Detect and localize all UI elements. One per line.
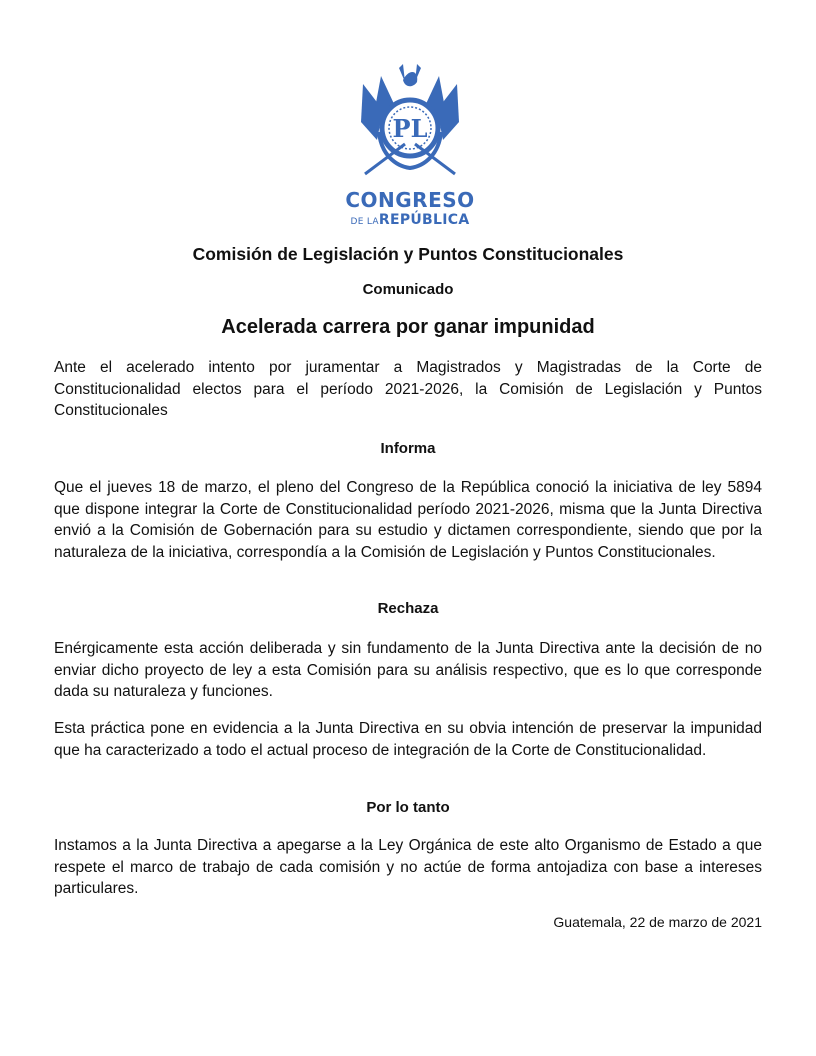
page-title: Acelerada carrera por ganar impunidad bbox=[221, 316, 595, 338]
logo-text-congreso: CONGRESO bbox=[345, 188, 475, 212]
doc-type-heading: Comunicado bbox=[362, 281, 454, 298]
por-lo-tanto-paragraph: Instamos a la Junta Directiva a apegarse a la Ley Orgánica de este alto Organismo de Estado a que respete el marco de trabajo de cada comisión y no actúe de forma antojadiza con base a intereses particulares. bbox=[54, 837, 762, 897]
section-heading-informa: Informa bbox=[380, 440, 436, 457]
logo-text-de-la: DE LA bbox=[350, 217, 379, 227]
congreso-emblem-icon bbox=[343, 62, 477, 182]
rechaza-paragraph-2: Esta práctica pone en evidencia a la Junta Directiva en su obvia intención de preservar la impunidad que ha caracterizado a todo el actual proceso de integración de la Corte de Constitucionalidad. bbox=[54, 720, 762, 759]
informa-paragraph: Que el jueves 18 de marzo, el pleno del Congreso de la República conoció la iniciativa de ley 5894 que dispone integrar la Corte de Constitucionalidad período 2021-2026, misma que la Junta Directiva envió a la Comisión de Gobernación para su estudio y dictamen correspondiente, siendo que por la naturaleza de la iniciativa, correspondía a la Comisión de Legislación y Puntos Constitucionales. bbox=[54, 479, 762, 561]
intro-paragraph: Ante el acelerado intento por juramentar a Magistrados y Magistradas de la Corte de Constitucionalidad electos para el período 2021-2026, la Comisión de Legislación y Puntos Constitucionales bbox=[54, 359, 762, 419]
section-heading-por-lo-tanto: Por lo tanto bbox=[366, 799, 450, 816]
svg-text:PL: PL bbox=[392, 114, 428, 143]
section-heading-rechaza: Rechaza bbox=[377, 600, 439, 617]
congreso-logo bbox=[343, 62, 477, 232]
logo-text-republica-word: REPÚBLICA bbox=[378, 212, 470, 228]
rechaza-paragraph-1: Enérgicamente esta acción deliberada y sin fundamento de la Junta Directiva ante la decisión de no enviar dicho proyecto de ley a esta Comisión para su análisis respectivo, que es lo que corresponde dada su naturaleza y funciones. bbox=[54, 640, 762, 700]
place-date: Guatemala, 22 de marzo de 2021 bbox=[553, 914, 762, 930]
logo-text-republica bbox=[343, 212, 477, 228]
commission-heading: Comisión de Legislación y Puntos Constitucionales bbox=[192, 244, 624, 264]
